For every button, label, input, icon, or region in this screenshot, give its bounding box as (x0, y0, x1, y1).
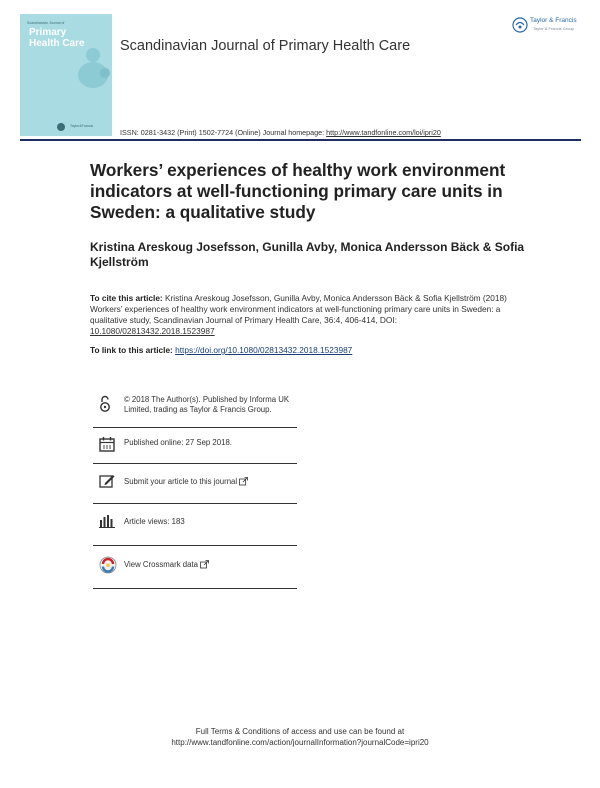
bar-chart-icon (99, 514, 115, 528)
citation-doi-link[interactable]: 10.1080/02813432.2018.1523987 (90, 326, 215, 337)
row-divider (93, 545, 297, 546)
external-link-icon (239, 477, 248, 486)
publisher-logo-tagline: Taylor & Francis Group (533, 26, 574, 31)
cover-title (29, 27, 89, 49)
article-link-line (90, 345, 352, 355)
header-divider (20, 139, 581, 141)
edit-icon (99, 474, 115, 488)
published-date-text: Published online: 27 Sep 2018. (124, 438, 232, 447)
issn-text: ISSN: 0281-3432 (Print) 1502-7724 (Online) Journal homepage: (120, 128, 327, 137)
publisher-logo-name: Taylor & Francis (530, 17, 577, 24)
footer (0, 726, 600, 748)
cover-title-line2: Health Care (29, 38, 85, 49)
calendar-icon (99, 436, 115, 452)
license-text: © 2018 The Author(s). Published by Informa UK Limited, trading as Taylor & Francis Group. (124, 395, 290, 414)
crossmark-icon (99, 556, 117, 574)
row-divider (93, 503, 297, 504)
article-authors: Kristina Areskoug Josefsson, Gunilla Avby, Monica Andersson Bäck & Sofia Kjellström (90, 240, 525, 269)
journal-title: Scandinavian Journal of Primary Health Care (120, 38, 411, 54)
cover-small-text: Scandinavian Journal of (27, 21, 65, 25)
cover-figure-head (86, 48, 100, 62)
article-title: Workers’ experiences of healthy work environment indicators at well-functioning primary care units in Sweden: a qualitative study (90, 160, 506, 222)
row-divider (93, 588, 297, 589)
citation-text: Kristina Areskoug Josefsson, Gunilla Avby, Monica Andersson Bäck & Sofia Kjellström (2018) Workers’ experiences of healthy work environment indicators at well-functioning primary care units in Sweden: a qualitative study, Scandinavian Journal of Primary Health Care, 36:4, 406-414, DOI: (90, 293, 507, 326)
cover-publisher-icon (56, 122, 66, 132)
cover-publisher-mark: Taylor&Francis (70, 124, 94, 128)
footer-terms-text: Full Terms & Conditions of access and use can be found at (195, 727, 405, 736)
citation-block (90, 293, 520, 337)
article-doi-link[interactable]: https://doi.org/10.1080/02813432.2018.1523987 (175, 345, 353, 355)
cover-figure-small (100, 68, 110, 78)
article-link-label: To link to this article: (90, 345, 176, 355)
crossmark-link[interactable] (124, 560, 304, 570)
journal-homepage-link[interactable]: http://www.tandfonline.com/loi/ipri20 (326, 128, 441, 137)
open-access-lock-icon (99, 395, 111, 413)
submit-article-text: Submit your article to this journal (124, 477, 238, 486)
external-link-icon (200, 560, 209, 569)
cover-title-line1: Primary (29, 27, 67, 38)
article-views-text: Article views: 183 (124, 517, 185, 526)
row-divider (93, 463, 297, 464)
journal-cover (20, 14, 112, 136)
publisher-logo-icon (512, 17, 528, 33)
crossmark-text: View Crossmark data (124, 560, 198, 569)
citation-label: To cite this article: (90, 293, 163, 303)
row-divider (93, 427, 297, 428)
submit-article-link[interactable] (124, 477, 304, 487)
footer-terms-link[interactable]: http://www.tandfonline.com/action/journalInformation?journalCode=ipri20 (171, 738, 429, 747)
issn-line (120, 128, 441, 137)
